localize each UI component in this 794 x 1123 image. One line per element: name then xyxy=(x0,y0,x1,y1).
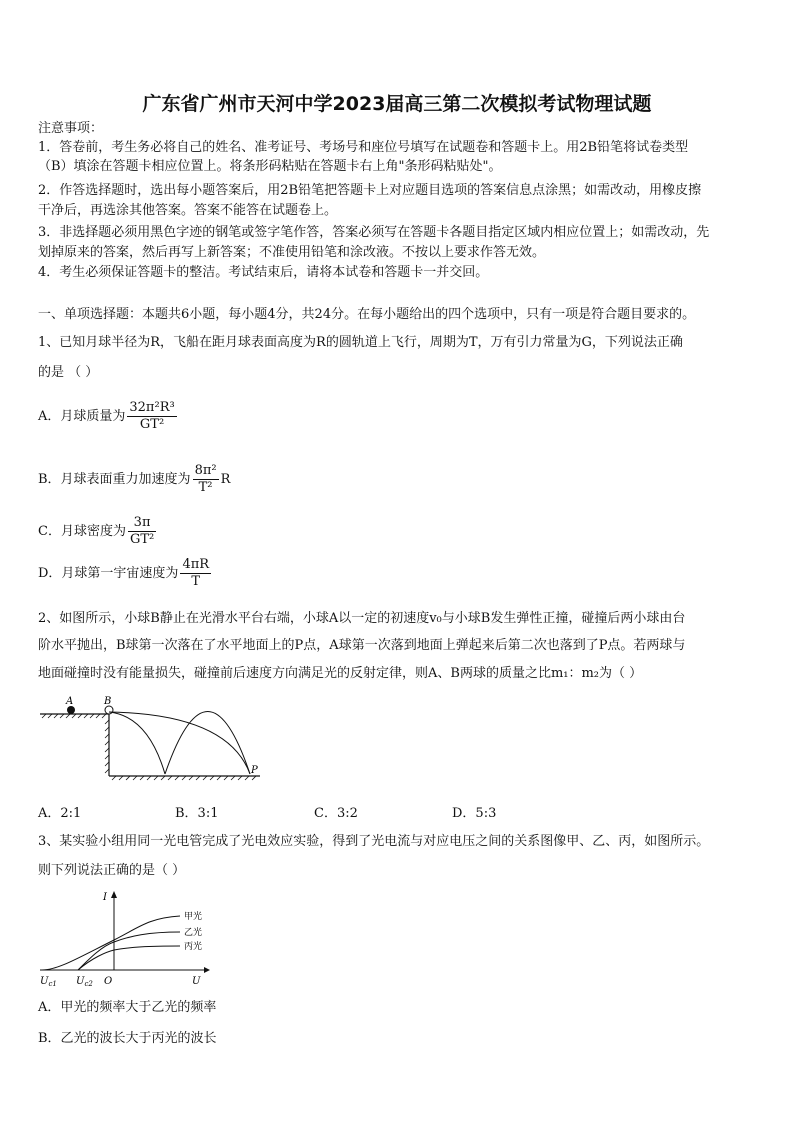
q1-stem-cont: 的是 （ ） xyxy=(38,365,99,380)
label-a: A xyxy=(66,696,74,707)
y-axis-label: I xyxy=(103,892,107,903)
x-axis-label: U xyxy=(192,976,201,987)
q1-option-c[interactable]: C．月球密度为 $\frac{3\pi}{\text{GT²}}$ xyxy=(38,515,155,547)
origin-label: O xyxy=(104,976,113,987)
x-axis-arrow xyxy=(204,967,210,973)
q2-option-b[interactable]: B．3:1 xyxy=(175,806,219,821)
curve-bing xyxy=(78,946,180,970)
notice-line: 2．作答选择题时，选出每小题答案后，用2B铅笔把答题卡上对应题目选项的答案信息点涂黑；如需改动，用橡皮擦 xyxy=(38,183,702,198)
q3-option-b[interactable]: B．乙光的波长大于丙光的波长 xyxy=(38,1031,217,1046)
q2-stem: 2、如图所示，小球B静止在光滑水平台右端，小球A以一定的初速度v₀与小球B发生弹性正撞，碰撞后两小球由台 xyxy=(38,611,686,626)
q2-figure xyxy=(38,694,270,786)
trajectory-b xyxy=(109,712,250,774)
notice-line: 3．非选择题必须用黑色字迹的钢笔或签字笔作答，答案必须写在答题卡各题目指定区域内相应位置上；如需改动，先 xyxy=(38,225,710,240)
curve-label-bing: 丙光 xyxy=(184,942,203,952)
notice-line: （B）填涂在答题卡相应位置上。将条形码粘贴在答题卡右上角"条形码粘贴处"。 xyxy=(38,159,502,174)
notice-line: 干净后，再选涂其他答案。答案不能答在试题卷上。 xyxy=(38,203,338,218)
uc1-label: $U_{c1}$ xyxy=(40,976,57,988)
y-axis-arrow xyxy=(111,891,117,898)
curve-label-yi: 乙光 xyxy=(184,928,203,938)
q1-option-a[interactable]: A．月球质量为 $\frac{\text{32π²R³}}{\text{GT²}}$ xyxy=(38,400,175,432)
ball-a xyxy=(67,706,75,714)
fraction: $\frac{\text{32π²R³}}{\text{GT²}}$ xyxy=(129,400,175,432)
q1-stem: 1、已知月球半径为R，飞船在距月球表面高度为R的圆轨道上飞行，周期为T，万有引力常量为G，下列说法正确 xyxy=(38,335,683,350)
trajectory-a-2 xyxy=(165,712,250,775)
section-heading: 一、单项选择题：本题共6小题，每小题4分，共24分。在每小题给出的四个选项中，只有一项是符合题目要求的。 xyxy=(38,307,696,322)
q2-option-c[interactable]: C．3:2 xyxy=(314,806,358,821)
page-title: 广东省广州市天河中学2023届高三第二次模拟考试物理试题 xyxy=(142,93,652,115)
q2-option-d[interactable]: D．5:3 xyxy=(452,806,497,821)
fraction: $\frac{4\pi R}{T}$ xyxy=(182,557,210,589)
notice-line: 4．考生必须保证答题卡的整洁。考试结束后，请将本试卷和答题卡一并交回。 xyxy=(38,265,489,280)
fraction: $\frac{3\pi}{\text{GT²}}$ xyxy=(129,515,155,547)
q1-option-b[interactable]: B．月球表面重力加速度为 $\frac{\text{8π²}}{\text{T²}}$ R xyxy=(38,463,231,495)
q3-figure xyxy=(38,888,218,990)
q3-option-a[interactable]: A．甲光的频率大于乙光的频率 xyxy=(38,1000,217,1015)
notice-heading: 注意事项： xyxy=(38,121,104,136)
label-p: P xyxy=(251,765,258,776)
notice-line: 划掉原来的答案，然后再写上新答案；不准使用铅笔和涂改液。不按以上要求作答无效。 xyxy=(38,245,546,260)
q1-option-d[interactable]: D．月球第一宇宙速度为 $\frac{4\pi R}{T}$ xyxy=(38,557,210,589)
trajectory-a-1 xyxy=(109,712,165,774)
uc2-label: $U_{c2}$ xyxy=(76,976,93,988)
notice-line: 1．答卷前，考生务必将自己的姓名、准考证号、考场号和座位号填写在试题卷和答题卡上。用2B铅笔将试卷类型 xyxy=(38,140,689,155)
q2-stem-cont: 阶水平抛出，B球第一次落在了水平地面上的P点，A球第一次落到地面上弹起来后第二次也落到了P点。若两球与 xyxy=(38,638,686,653)
curve-label-jia: 甲光 xyxy=(184,912,203,922)
q2-option-a[interactable]: A．2:1 xyxy=(38,806,82,821)
q3-stem-cont: 则下列说法正确的是（ ） xyxy=(38,863,186,878)
label-b: B xyxy=(104,696,112,707)
q2-stem-cont: 地面碰撞时没有能量损失，碰撞前后速度方向满足光的反射定律，则A、B两球的质量之比m₁：m₂为（ ） xyxy=(38,666,643,681)
q3-stem: 3、某实验小组用同一光电管完成了光电效应实验，得到了光电流与对应电压之间的关系图像甲、乙、丙，如图所示。 xyxy=(38,834,710,849)
fraction: $\frac{\text{8π²}}{\text{T²}}$ xyxy=(194,463,217,495)
